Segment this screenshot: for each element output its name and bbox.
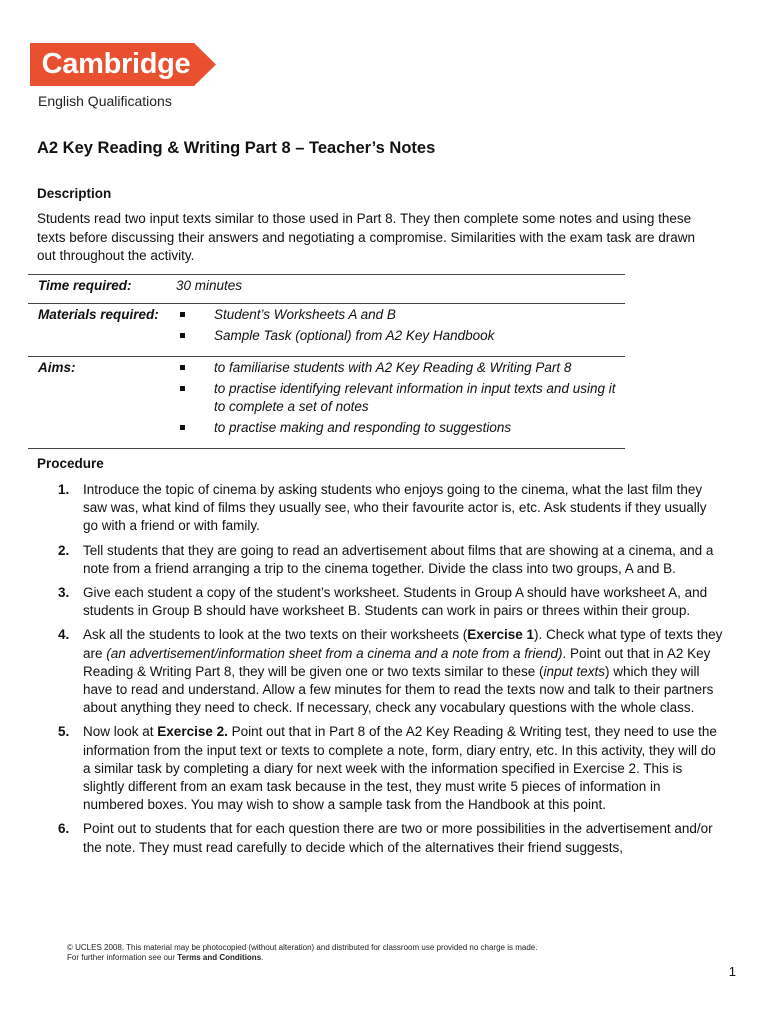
list-item: 3. Give each student a copy of the student’s worksheet. Students in Group A should have worksheet A, and students in Group B should have worksheet B. Students can work in pairs or threes within their group. [58,585,708,619]
cambridge-logo [30,43,216,86]
aims-label: Aims: [28,357,174,449]
materials-list [176,306,625,345]
bullet-square-icon [180,386,185,391]
logo-text: Cambridge [41,48,191,80]
logo-subtitle: English Qualifications [38,93,172,109]
description-text: Students read two input texts similar to those used in Part 8. They then complete some notes and using these texts before discussing their answers and negotiating a compromise. Similarities with the exam task are drawn out throughout the activity. [37,211,696,263]
list-item: Student’s Worksheets A and B [176,306,625,324]
bullet-square-icon [180,365,185,370]
list-item: 1. Introduce the topic of cinema by asking students who enjoys going to the cinema, what the last film they saw was, what kind of films they usually see, who their favourite actor is, etc. Ask students if they usually go with a friend or with family. [58,482,707,534]
list-item: Sample Task (optional) from A2 Key Handbook [176,327,625,345]
terms-link[interactable]: Terms and Conditions [177,953,262,962]
page-number: 1 [728,964,736,979]
procedure-heading: Procedure [37,456,104,471]
list-item: to practise identifying relevant information in input texts and using it to complete a set of notes [176,380,625,416]
bullet-square-icon [180,312,185,317]
footer-info-line: For further information see our Terms and Conditions. [67,953,264,962]
bullet-square-icon [180,425,185,430]
time-value: 30 minutes [174,275,625,304]
time-label: Time required: [28,275,174,304]
description-heading: Description [37,186,112,201]
copyright-text: © UCLES 2008. This material may be photocopied (without alteration) and distributed for classroom use provided no charge is made. [67,943,538,952]
aims-row [28,357,625,449]
materials-row [28,304,625,357]
bullet-square-icon [180,333,185,338]
time-row [28,275,625,304]
aims-list [176,359,625,437]
procedure-list [52,481,724,863]
footer [67,943,537,963]
materials-label: Materials required: [28,304,174,357]
list-item: to familiarise students with A2 Key Reading & Writing Part 8 [176,359,625,377]
list-item: 2. Tell students that they are going to read an advertisement about films that are showing at a cinema, and a note from a friend arranging a trip to the cinema together. Divide the class into two groups, A and B. [58,542,714,576]
info-table [28,274,625,449]
list-item: 5. Now look at Exercise 2. Point out that in Part 8 of the A2 Key Reading & Writing test, they need to use the information from the input text or texts to complete a note, form, diary entry, etc. In this activity, they will do a similar task by completing a diary for next week with the information specified in Exercise 2. This is slightly different from an exam task because in the test, they must write 5 pieces of information in numbered boxes. You may wish to show a sample task from the Handbook at this point. [58,724,717,813]
list-item: 6. Point out to students that for each question there are two or more possibilities in the advertisement and/or the note. They must read carefully to decide which of the alternatives their friend suggests, [58,821,713,855]
list-item: to practise making and responding to suggestions [176,419,625,437]
list-item: 4. Ask all the students to look at the two texts on their worksheets (Exercise 1). Check what type of texts they are (an advertisement/information sheet from a cinema and a note from a friend). Point out that in A2 Key Reading & Writing Part 8, they will be given one or two texts similar to these (input texts) which they will have to read and understand. Allow a few minutes for them to read the texts now and talk to their partners about anything they need to check. If necessary, check any vocabulary questions with the whole class. [58,627,723,716]
page-title: A2 Key Reading & Writing Part 8 – Teacher’s Notes [37,139,436,157]
